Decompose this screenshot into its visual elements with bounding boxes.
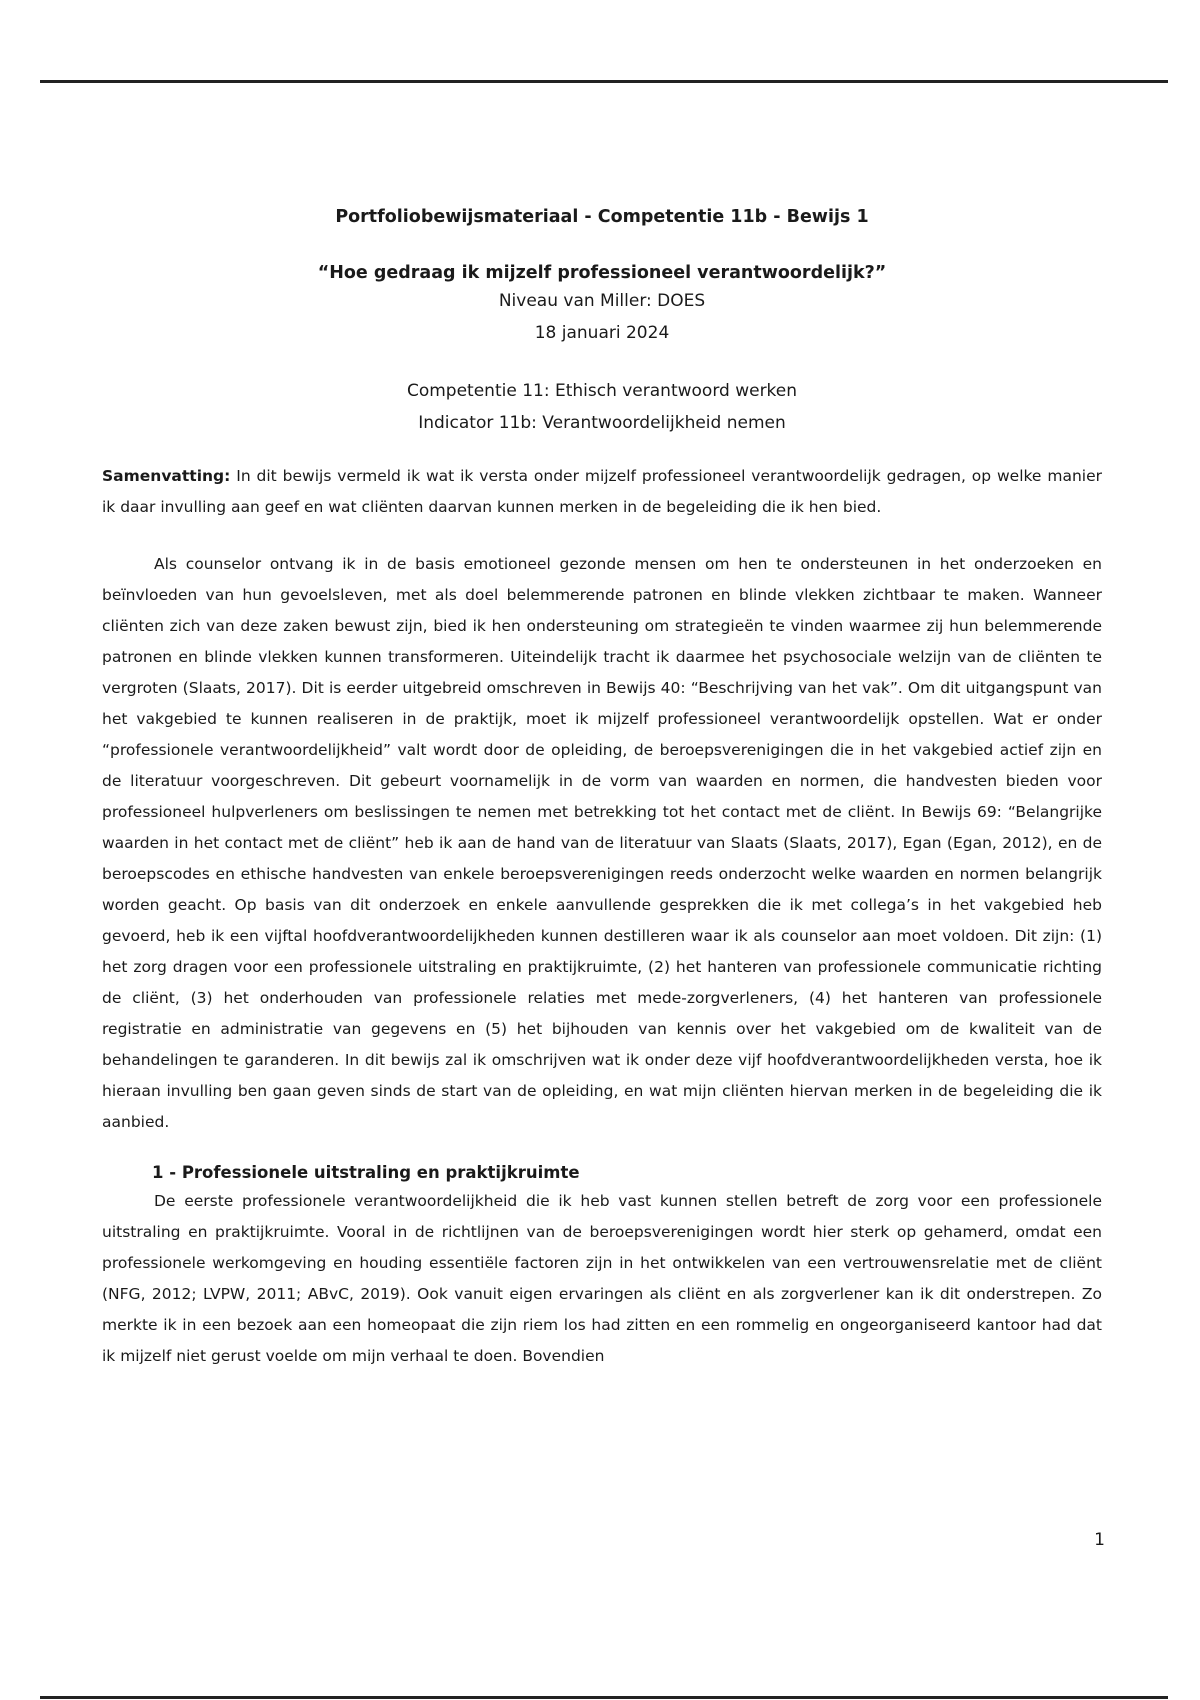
document-title: Portfoliobewijsmateriaal - Competentie 11b - Bewijs 1	[335, 207, 869, 227]
document-date: 18 januari 2024	[534, 323, 670, 343]
summary-label: Samenvatting:	[102, 467, 231, 485]
competence-block	[102, 375, 1102, 439]
summary-text: In dit bewijs vermeld ik wat ik versta onder mijzelf professioneel verantwoordelijk gedragen, op welke manier ik daar invulling aan geef en wat cliënten daarvan kunnen merken in de begeleiding die ik hen bied.	[102, 467, 1102, 516]
miller-level: Niveau van Miller: DOES	[498, 291, 706, 311]
section-1-paragraph: De eerste professionele verantwoordelijkheid die ik heb vast kunnen stellen betreft de zorg voor een professionele uitstraling en praktijkruimte. Vooral in de richtlijnen van de beroepsverenigingen wordt hier sterk op gehamerd, omdat een professionele werkomgeving en houding essentiële factoren zijn in het ontwikkelen van een vertrouwensrelatie met de cliënt (NFG, 2012; LVPW, 2011; ABvC, 2019). Ook vanuit eigen ervaringen als cliënt en als zorgverlener kan ik dit onderstrepen. Zo merkte ik in een bezoek aan een homeopaat die zijn riem los had zitten en een rommelig en ongeorganiseerd kantoor had dat ik mijzelf niet gerust voelde om mijn verhaal te doen. Bovendien	[102, 1192, 1102, 1365]
section-1-heading: 1 - Professionele uitstraling en praktijkruimte	[152, 1163, 580, 1182]
indicator-line: Indicator 11b: Verantwoordelijkheid nemen	[418, 413, 786, 433]
top-rule	[40, 80, 1168, 83]
document-question: “Hoe gedraag ik mijzelf professioneel verantwoordelijk?”	[317, 263, 887, 283]
summary	[102, 461, 1102, 523]
bottom-rule	[40, 1696, 1168, 1699]
competence-line: Competentie 11: Ethisch verantwoord werken	[406, 381, 798, 401]
page-number: 1	[1094, 1530, 1105, 1550]
document-page	[102, 205, 1102, 1372]
intro-paragraph: Als counselor ontvang ik in de basis emotioneel gezonde mensen om hen te ondersteunen in het onderzoeken en beïnvloeden van hun gevoelsleven, met als doel belemmerende patronen en blinde vlekken zichtbaar te maken. Wanneer cliënten zich van deze zaken bewust zijn, bied ik hen ondersteuning om strategieën te vinden waarmee zij hun belemmerende patronen en blinde vlekken kunnen transformeren. Uiteindelijk tracht ik daarmee het psychosociale welzijn van de cliënten te vergroten (Slaats, 2017). Dit is eerder uitgebreid omschreven in Bewijs 40: “Beschrijving van het vak”. Om dit uitgangspunt van het vakgebied te kunnen realiseren in de praktijk, moet ik mijzelf professioneel verantwoordelijk opstellen. Wat er onder “professionele verantwoordelijkheid” valt wordt door de opleiding, de beroepsverenigingen die in het vakgebied actief zijn en de literatuur voorgeschreven. Dit gebeurt voornamelijk in de vorm van waarden en normen, die handvesten bieden voor professioneel hulpverleners om beslissingen te nemen met betrekking tot het contact met de cliënt. In Bewijs 69: “Belangrijke waarden in het contact met de cliënt” heb ik aan de hand van de literatuur van Slaats (Slaats, 2017), Egan (Egan, 2012), en de beroepscodes en ethische handvesten van enkele beroepsverenigingen reeds onderzocht welke waarden en normen belangrijk worden geacht. Op basis van dit onderzoek en enkele aanvullende gesprekken die ik met collega’s in het vakgebied heb gevoerd, heb ik een vijftal hoofdverantwoordelijkheden kunnen destilleren waar ik als counselor aan moet voldoen. Dit zijn: (1) het zorg dragen voor een professionele uitstraling en praktijkruimte, (2) het hanteren van professionele communicatie richting de cliënt, (3) het onderhouden van professionele relaties met mede-zorgverleners, (4) het hanteren van professionele registratie en administratie van gegevens en (5) het bijhouden van kennis over het vakgebied om de kwaliteit van de behandelingen te garanderen. In dit bewijs zal ik omschrijven wat ik onder deze vijf hoofdverantwoordelijkheden versta, hoe ik hieraan invulling ben gaan geven sinds de start van de opleiding, en wat mijn cliënten hiervan merken in de begeleiding die ik aanbied.	[102, 555, 1102, 1131]
